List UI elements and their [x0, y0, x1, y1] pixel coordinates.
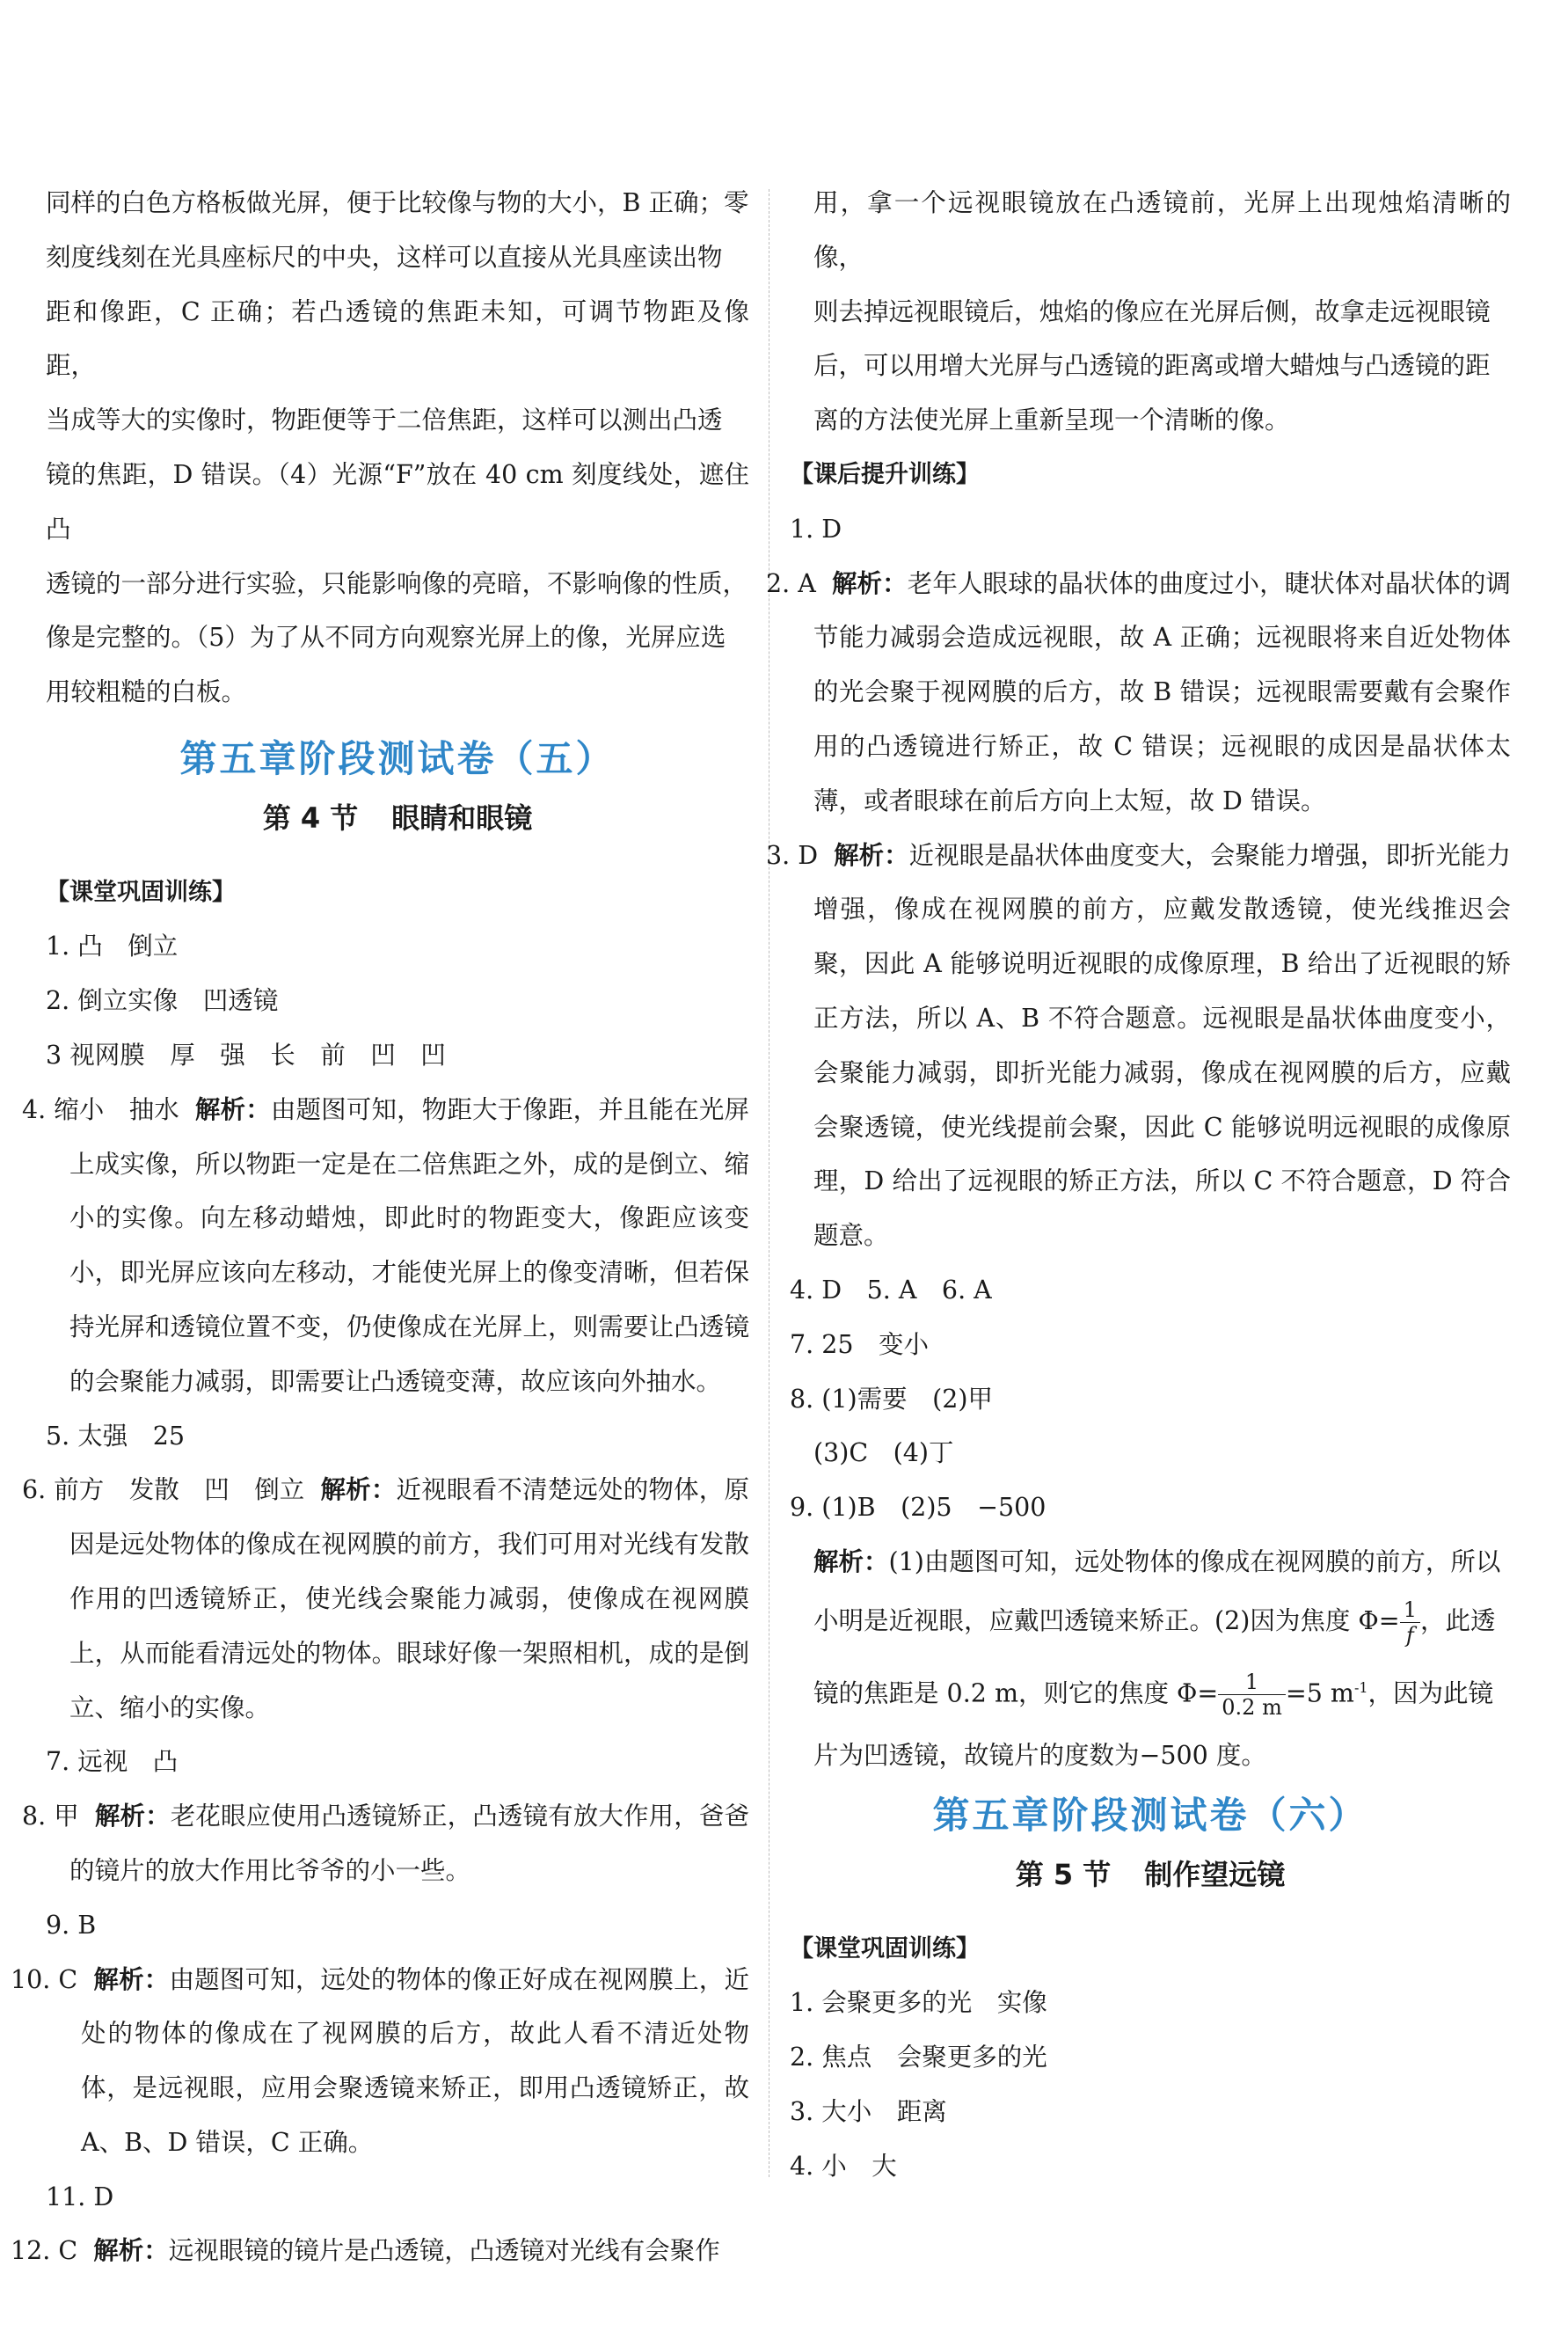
left-column [11, 176, 749, 2278]
explanation-text: =5 m [1285, 1678, 1354, 1708]
explanation-line [790, 1590, 1511, 1653]
answer-item: 1. 会聚更多的光 实像 [790, 1988, 1047, 2018]
section-name: 眼睛和眼镜 [391, 800, 533, 835]
fraction [1400, 1599, 1420, 1646]
answer-item: 4. 小 大 [790, 2151, 897, 2181]
explanation-text: 老花眼应使用凸透镜矫正，凸透镜有放大作用，爸爸的镜片的放大作用比爷爷的小一些。 [69, 1802, 749, 1885]
answer-item: 9. B [46, 1910, 97, 1940]
answer-item [11, 1953, 749, 2170]
answer-head: 8. 甲 [22, 1802, 79, 1831]
right-column [766, 176, 1511, 2194]
section-number: 第 4 节 [262, 800, 359, 835]
fraction-denominator: 0.2 m [1222, 1695, 1282, 1721]
intro-line: 透镜的一部分进行实验，只能影响像的亮暗，不影响像的性质， [46, 568, 748, 598]
explanation-line: 片为凹透镜，故镜片的度数为−500 度。 [813, 1741, 1266, 1771]
explanation-label: 解析： [93, 2236, 169, 2266]
intro-line: 刻度线刻在光具座标尺的中央，这样可以直接从光具座读出物 [46, 242, 723, 272]
fraction-denominator: f [1405, 1622, 1414, 1648]
section-name: 制作望远镜 [1144, 1857, 1286, 1891]
answer-item: 1. D [790, 514, 842, 544]
explanation-line [790, 1653, 1511, 1729]
answer-item [22, 1083, 749, 1409]
answer-head: 12. C [11, 2236, 78, 2266]
subsection-heading: 【课堂巩固训练】 [790, 1934, 980, 1963]
answer-head: 2. A [766, 568, 816, 598]
fraction-numerator: 1 [1400, 1599, 1420, 1623]
answer-head: 3. D [766, 840, 819, 870]
fraction [1218, 1670, 1286, 1721]
subsection-heading: 【课后提升训练】 [790, 460, 980, 488]
explanation-text: (1)由题图可知，远处物体的像成在视网膜的前方，所以 [888, 1546, 1501, 1576]
answer-item: 11. D [46, 2182, 114, 2211]
answer-item: 2. 焦点 会聚更多的光 [790, 2043, 1047, 2072]
answer-item [22, 1789, 749, 1898]
explanation-text: ，因为此镜 [1367, 1678, 1494, 1708]
fraction-numerator: 1 [1218, 1671, 1286, 1695]
explanation-text: 远视眼镜的镜片是凸透镜，凸透镜对光线有会聚作 [168, 2236, 720, 2266]
explanation-text: 镜的焦距是 0.2 m，则它的焦度 Φ= [813, 1678, 1219, 1708]
intro-line: 用较粗糙的白板。 [46, 677, 247, 707]
section-number: 第 5 节 [1015, 1857, 1112, 1891]
superscript: -1 [1353, 1678, 1368, 1696]
explanation-text: 近视眼看不清楚远处的物体，原因是远处物体的像成在视网膜的前方，我们可用对光线有发散作用的凹透镜矫正，使光线会聚能力减弱，使像成在视网膜上，从而能看清远处的物体。眼球好像一架照相机，成的是倒立、缩小的实像。 [69, 1475, 749, 1722]
intro-line: 镜的焦距，D 错误。（4）光源“F”放在 40 cm 刻度线处，遮住凸 [46, 459, 749, 544]
explanation-text: 由题图可知，物距大于像距，并且能在光屏上成实像，所以物距一定是在二倍焦距之外，成的是倒立、缩小的实像。向左移动蜡烛，即此时的物距变大，像距应该变小，即光屏应该向左移动，才能使光屏上的像变清晰，但若保持光屏和透镜位置不变，仍使像成在光屏上，则需要让凸透镜的会聚能力减弱，即需要让凸透镜变薄，故应该向外抽水。 [69, 1094, 749, 1396]
answer-item: 3 视网膜 厚 强 长 前 凹 凹 [46, 1040, 446, 1070]
answer-head: 4. 缩小 抽水 [22, 1094, 179, 1124]
answer-head: 10. C [11, 1964, 78, 1994]
intro-line: 则去掉远视眼镜后，烛焰的像应在光屏后侧，故拿走远视眼镜 [813, 296, 1491, 326]
explanation-line [790, 1535, 1511, 1590]
intro-line: 当成等大的实像时，物距便等于二倍焦距，这样可以测出凸透 [46, 406, 723, 435]
intro-line: 后，可以用增大光屏与凸透镜的距离或增大蜡烛与凸透镜的距 [813, 351, 1491, 381]
answer-item: 5. 太强 25 [46, 1421, 186, 1451]
answer-item: 7. 25 变小 [790, 1329, 930, 1359]
answer-item: 4. D 5. A 6. A [790, 1275, 992, 1305]
explanation-text: 近视眼是晶状体曲度变大，会聚能力增强，即折光能力增强，像成在视网膜的前方，应戴发散透镜，使光线推迟会聚，因此 A 能够说明近视眼的成像原理，B 给出了近视眼的矫正方法，所以 A、B 不符合题意。远视眼是晶状体曲度变小，会聚能力减弱，即折光能力减弱，像成在视网膜的后方，应戴会聚透镜，使光线提前会聚，因此 C 能够说明远视眼的成像原理，D 给出了远视眼的矫正方法，所以 C 不符合题意，D 符合题意。 [813, 840, 1511, 1251]
explanation-text: 由题图可知，远处的物体的像正好成在视网膜上，近处的物体的像成在了视网膜的后方，故此人看不清近处物体，是远视眼，应用会聚透镜来矫正，即用凸透镜矫正，故 A、B、D 错误，C 正确。 [81, 1964, 749, 2157]
section-title [46, 792, 749, 846]
intro-line: 像是完整的。（5）为了从不同方向观察光屏上的像，光屏应选 [46, 623, 726, 653]
answer-item: 8. (1)需要 (2)甲 [790, 1384, 993, 1414]
answer-item [766, 829, 1511, 1263]
section-title [790, 1848, 1511, 1903]
explanation-label: 解析： [813, 1546, 889, 1576]
explanation-label: 解析： [93, 1964, 170, 1994]
answer-item: 7. 远视 凸 [46, 1747, 179, 1777]
explanation-label: 解析： [94, 1802, 171, 1831]
intro-line: 用，拿一个远视眼镜放在凸透镜前，光屏上出现烛焰清晰的像， [813, 188, 1511, 272]
answer-item: 1. 凸 倒立 [46, 932, 179, 961]
answer-item: 3. 大小 距离 [790, 2097, 947, 2126]
explanation-text: 老年人眼球的晶状体的曲度过小，睫状体对晶状体的调节能力减弱会造成远视眼，故 A 正确；远视眼将来自近处物体的光会聚于视网膜的后方，故 B 错误；远视眼需要戴有会聚作用的凸透镜进行矫正，故 C 错误；远视眼的成因是晶状体太薄，或者眼球在前后方向上太短，故 D 错误。 [813, 568, 1511, 815]
intro-line: 离的方法使光屏上重新呈现一个清晰的像。 [813, 406, 1290, 435]
chapter-title: 第五章阶段测试卷（六） [932, 1794, 1368, 1838]
intro-line: 距和像距，C 正确；若凸透镜的焦距未知，可调节物距及像距， [46, 296, 749, 381]
answer-item: (3)C (4)丁 [813, 1438, 954, 1468]
explanation-text: ，此透 [1419, 1605, 1496, 1635]
answer-item: 2. 倒立实像 凹透镜 [46, 986, 279, 1016]
explanation-label: 解析： [831, 568, 908, 598]
explanation-text: 小明是近视眼，应戴凹透镜来矫正。(2)因为焦度 Φ= [813, 1605, 1400, 1635]
explanation-label: 解析： [834, 840, 909, 870]
chapter-title: 第五章阶段测试卷（五） [179, 736, 616, 780]
explanation-label: 解析： [194, 1094, 271, 1124]
answer-head: 6. 前方 发散 凹 倒立 [22, 1475, 305, 1505]
answer-item [22, 1463, 749, 1735]
intro-line: 同样的白色方格板做光屏，便于比较像与物的大小，B 正确；零 [46, 188, 749, 217]
answer-item [11, 2224, 749, 2278]
subsection-heading: 【课堂巩固训练】 [46, 878, 236, 906]
explanation-label: 解析： [320, 1475, 397, 1505]
answer-item [766, 557, 1511, 829]
answer-item: 9. (1)B (2)5 −500 [790, 1493, 1047, 1523]
